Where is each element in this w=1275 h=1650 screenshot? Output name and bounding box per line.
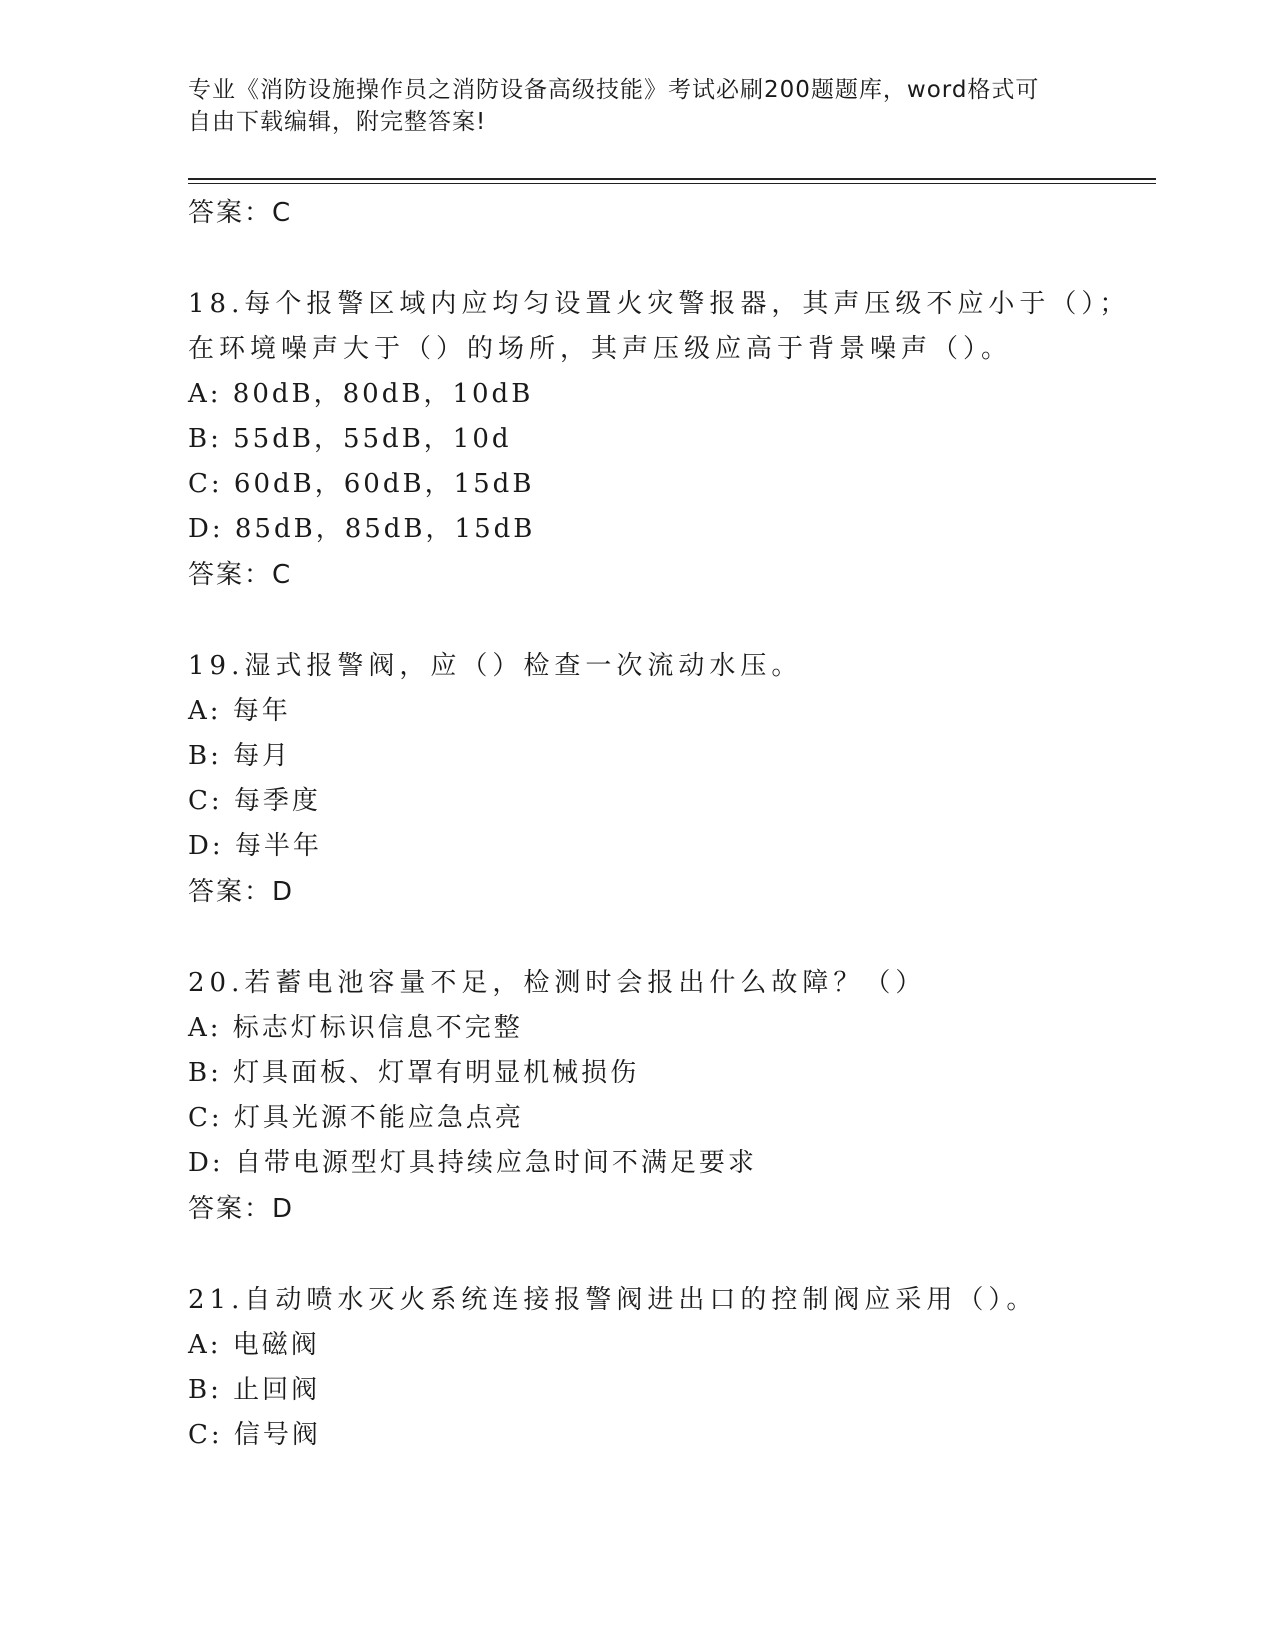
option-c: C: 每季度 bbox=[188, 786, 321, 816]
question-text: 21.自动喷水灭火系统连接报警阀进出口的控制阀应采用（）。 bbox=[188, 1285, 1038, 1315]
option-b: B: 灯具面板、灯罩有明显机械损伤 bbox=[188, 1058, 640, 1088]
option-c: C: 信号阀 bbox=[188, 1420, 321, 1450]
question-text-continued: 在环境噪声大于（）的场所，其声压级应高于背景噪声（）。 bbox=[188, 334, 1013, 364]
option-b: B: 止回阀 bbox=[188, 1375, 321, 1405]
question-text: 18.每个报警区域内应均匀设置火灾警报器，其声压级不应小于（）； bbox=[188, 289, 1131, 319]
answer-line: 答案：C bbox=[188, 198, 293, 228]
answer-line: 答案：D bbox=[188, 1194, 295, 1224]
option-a: A: 标志灯标识信息不完整 bbox=[188, 1013, 523, 1043]
document-body bbox=[188, 190, 1148, 1458]
option-d: D: 自带电源型灯具持续应急时间不满足要求 bbox=[188, 1148, 757, 1178]
question-text: 19.湿式报警阀，应（）检查一次流动水压。 bbox=[188, 651, 803, 681]
option-a: A: 每年 bbox=[188, 696, 291, 726]
document-header bbox=[188, 74, 1088, 138]
question-20 bbox=[188, 961, 1148, 1232]
option-d: D: 85dB，85dB，15dB bbox=[188, 514, 536, 544]
option-a: A: 电磁阀 bbox=[188, 1330, 320, 1360]
question-18 bbox=[188, 282, 1148, 598]
header-line-1: 专业《消防设施操作员之消防设备高级技能》考试必刷200题题库，word格式可 bbox=[188, 77, 1040, 103]
option-b: B: 55dB，55dB，10d bbox=[188, 424, 512, 454]
option-d: D: 每半年 bbox=[188, 831, 322, 861]
option-c: C: 60dB，60dB，15dB bbox=[188, 469, 535, 499]
answer-line: 答案：D bbox=[188, 877, 295, 907]
option-c: C: 灯具光源不能应急点亮 bbox=[188, 1103, 524, 1133]
question-text: 20.若蓄电池容量不足，检测时会报出什么故障？（） bbox=[188, 968, 927, 998]
answer-line: 答案：C bbox=[188, 560, 293, 590]
header-divider-thin bbox=[188, 183, 1156, 184]
option-a: A: 80dB，80dB，10dB bbox=[188, 379, 534, 409]
question-19 bbox=[188, 644, 1148, 915]
header-divider-thick bbox=[188, 178, 1156, 180]
header-line-2: 自由下载编辑，附完整答案! bbox=[188, 109, 487, 135]
option-b: B: 每月 bbox=[188, 741, 292, 771]
question-21 bbox=[188, 1278, 1148, 1458]
